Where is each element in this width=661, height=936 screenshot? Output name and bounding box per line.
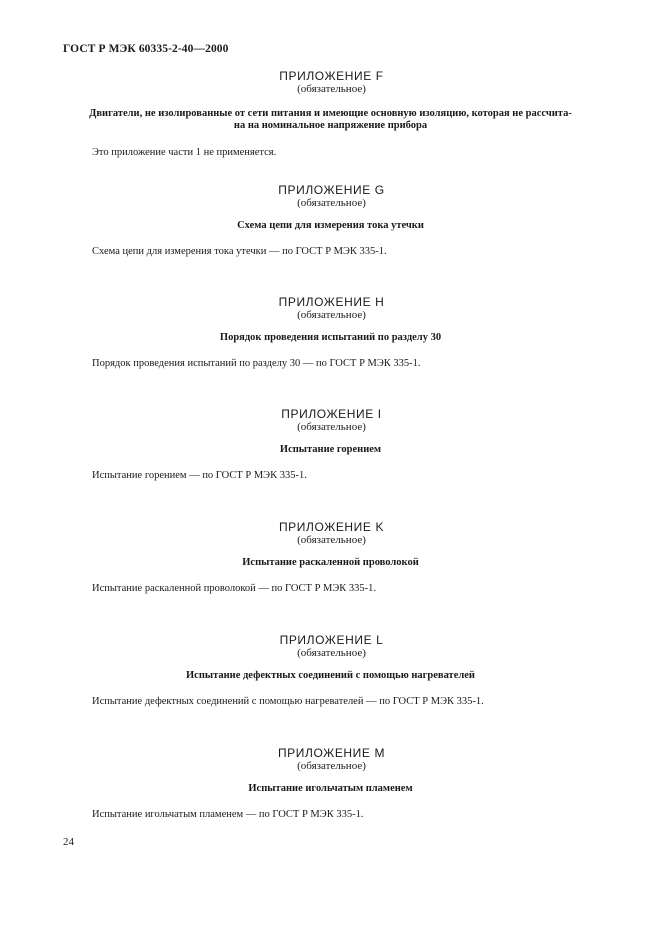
appendix-heading-line: Двигатели, не изолированные от сети питания и имеющие основную изоляцию, которая не рассчита- [89,108,572,119]
appendix-body: Испытание игольчатым пламенем — по ГОСТ Р МЭК 335-1. [92,809,364,820]
appendix-heading: Испытание раскаленной проволокой [242,557,419,568]
appendix-i [0,408,661,482]
appendix-heading [50,108,611,132]
appendix-g [0,184,661,258]
appendix-subtitle: (обязательное) [297,197,366,209]
appendix-k [0,521,661,595]
appendix-body: Испытание горением — по ГОСТ Р МЭК 335-1. [92,470,307,481]
appendix-body: Испытание раскаленной проволокой — по ГОСТ Р МЭК 335-1. [92,583,377,594]
appendix-subtitle: (обязательное) [297,760,366,772]
appendix-title: ПРИЛОЖЕНИЕ F [279,69,384,83]
document-code: ГОСТ Р МЭК 60335-2-40—2000 [63,43,229,55]
appendix-subtitle: (обязательное) [297,83,366,95]
appendix-title: ПРИЛОЖЕНИЕ K [278,520,385,534]
appendix-body: Это приложение части 1 не применяется. [92,147,277,158]
appendix-body: Схема цепи для измерения тока утечки — по ГОСТ Р МЭК 335-1. [92,246,387,257]
appendix-body: Порядок проведения испытаний по разделу 30 — по ГОСТ Р МЭК 335-1. [92,358,421,369]
appendix-heading: Испытание горением [279,444,382,455]
appendix-heading: Испытание дефектных соединений с помощью нагревателей [186,670,475,681]
appendix-f [0,70,661,159]
appendix-h [0,296,661,370]
appendix-subtitle: (обязательное) [297,647,366,659]
appendix-heading: Испытание игольчатым пламенем [248,783,413,794]
appendix-title: ПРИЛОЖЕНИЕ G [278,183,385,197]
appendix-l [0,634,661,708]
appendix-body: Испытание дефектных соединений с помощью нагревателей — по ГОСТ Р МЭК 335-1. [92,696,484,707]
appendix-title: ПРИЛОЖЕНИЕ H [278,295,385,309]
appendix-heading-line: на на номинальное напряжение прибора [233,120,428,131]
appendix-title: ПРИЛОЖЕНИЕ L [279,633,384,647]
appendix-subtitle: (обязательное) [297,309,366,321]
appendix-title: ПРИЛОЖЕНИЕ I [281,407,382,421]
appendix-m [0,747,661,821]
appendix-title: ПРИЛОЖЕНИЕ M [277,746,386,760]
appendix-heading: Схема цепи для измерения тока утечки [237,220,424,231]
appendix-heading: Порядок проведения испытаний по разделу 30 [219,332,442,343]
appendix-subtitle: (обязательное) [297,534,366,546]
page-number: 24 [63,836,74,848]
appendix-subtitle: (обязательное) [297,421,366,433]
